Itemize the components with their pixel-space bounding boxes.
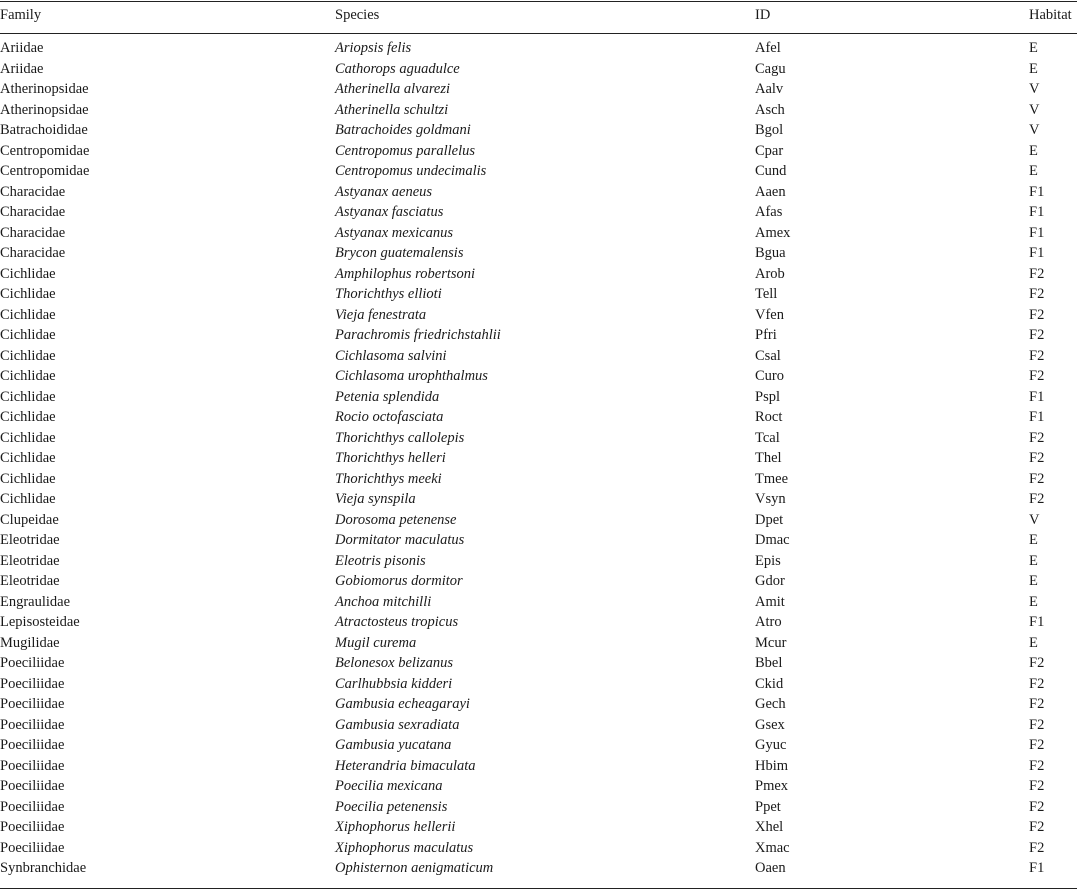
cell-species: Astyanax mexicanus — [335, 224, 453, 241]
cell-habitat: V — [1029, 122, 1040, 138]
cell-habitat: F2 — [1029, 839, 1045, 856]
cell-species: Xiphophorus maculatus — [335, 839, 474, 856]
cell-family: Poeciliidae — [0, 839, 65, 856]
cell-id: Thel — [755, 450, 782, 466]
cell-habitat: F2 — [1029, 470, 1045, 487]
cell-habitat: F2 — [1029, 716, 1045, 733]
cell-species: Gambusia yucatana — [335, 737, 452, 753]
cell-habitat: E — [1029, 552, 1038, 569]
cell-species: Centropomus parallelus — [335, 142, 476, 159]
cell-id: Dpet — [755, 511, 784, 528]
cell-species: Vieja synspila — [335, 491, 416, 507]
cell-family: Cichlidae — [0, 450, 56, 466]
cell-species: Gambusia sexradiata — [335, 716, 460, 733]
cell-id: Pfri — [755, 327, 777, 343]
cell-id: Bgua — [755, 245, 786, 261]
cell-species: Ophisternon aenigmaticum — [335, 860, 494, 876]
cell-family: Ariidae — [0, 60, 44, 77]
cell-species: Vieja fenestrata — [335, 306, 427, 323]
cell-habitat: E — [1029, 163, 1038, 179]
table-header-rule — [0, 33, 1077, 34]
header-species: Species — [335, 7, 380, 23]
cell-habitat: F2 — [1029, 286, 1045, 302]
cell-id: Xhel — [755, 819, 784, 835]
cell-id: Ppet — [755, 798, 781, 815]
cell-family: Characidae — [0, 245, 66, 261]
cell-species: Atherinella schultzi — [335, 101, 449, 118]
cell-species: Thorichthys helleri — [335, 450, 446, 466]
cell-species: Rocio octofasciata — [335, 409, 444, 425]
cell-family: Poeciliidae — [0, 757, 65, 774]
cell-id: Amit — [755, 593, 785, 610]
cell-id: Afel — [755, 40, 781, 56]
cell-species: Thorichthys meeki — [335, 470, 442, 487]
cell-species: Dorosoma petenense — [335, 511, 457, 528]
cell-id: Dmac — [755, 532, 790, 548]
cell-family: Poeciliidae — [0, 819, 65, 835]
cell-id: Aalv — [755, 81, 784, 97]
cell-habitat: F1 — [1029, 224, 1045, 241]
cell-family: Cichlidae — [0, 306, 56, 323]
cell-id: Xmac — [755, 839, 790, 856]
cell-habitat: E — [1029, 142, 1038, 159]
cell-family: Cichlidae — [0, 429, 56, 446]
cell-habitat: E — [1029, 40, 1038, 56]
cell-species: Batrachoides goldmani — [335, 122, 471, 138]
cell-habitat: F2 — [1029, 757, 1045, 774]
cell-species: Poecilia petenensis — [335, 798, 448, 815]
cell-habitat: F1 — [1029, 388, 1045, 405]
cell-species: Thorichthys callolepis — [335, 429, 465, 446]
cell-habitat: F2 — [1029, 696, 1045, 712]
cell-family: Batrachoididae — [0, 122, 88, 138]
cell-family: Clupeidae — [0, 511, 59, 528]
cell-family: Ariidae — [0, 40, 44, 56]
cell-family: Cichlidae — [0, 286, 56, 302]
cell-id: Vfen — [755, 306, 784, 323]
cell-species: Belonesox belizanus — [335, 655, 453, 671]
cell-family: Atherinopsidae — [0, 81, 89, 97]
cell-id: Pspl — [755, 388, 780, 405]
cell-id: Atro — [755, 614, 782, 630]
cell-species: Cathorops aguadulce — [335, 60, 460, 77]
cell-family: Cichlidae — [0, 409, 56, 425]
cell-habitat: F2 — [1029, 306, 1045, 323]
cell-id: Amex — [755, 224, 791, 241]
header-id: ID — [755, 7, 771, 23]
cell-species: Astyanax fasciatus — [335, 204, 444, 220]
cell-id: Gdor — [755, 573, 785, 589]
cell-id: Cpar — [755, 142, 784, 159]
cell-habitat: F2 — [1029, 429, 1045, 446]
cell-habitat: F1 — [1029, 204, 1045, 220]
cell-species: Thorichthys ellioti — [335, 286, 442, 302]
cell-family: Centropomidae — [0, 142, 90, 159]
cell-id: Hbim — [755, 757, 789, 774]
cell-id: Tell — [755, 286, 778, 302]
cell-habitat: F1 — [1029, 183, 1045, 200]
cell-family: Cichlidae — [0, 491, 56, 507]
cell-habitat: F2 — [1029, 737, 1045, 753]
cell-family: Engraulidae — [0, 593, 71, 610]
cell-family: Eleotridae — [0, 573, 60, 589]
cell-family: Poeciliidae — [0, 716, 65, 733]
cell-habitat: E — [1029, 634, 1038, 651]
cell-id: Curo — [755, 368, 784, 384]
cell-habitat: F2 — [1029, 347, 1045, 364]
cell-species: Atherinella alvarezi — [335, 81, 451, 97]
cell-id: Aaen — [755, 183, 786, 200]
cell-id: Bbel — [755, 655, 783, 671]
cell-family: Characidae — [0, 224, 66, 241]
cell-species: Amphilophus robertsoni — [335, 265, 476, 282]
cell-family: Characidae — [0, 183, 66, 200]
cell-habitat: F2 — [1029, 491, 1045, 507]
cell-family: Mugilidae — [0, 634, 60, 651]
cell-family: Poeciliidae — [0, 798, 65, 815]
cell-species: Gambusia echeagarayi — [335, 696, 470, 712]
cell-id: Tmee — [755, 470, 789, 487]
cell-id: Tcal — [755, 429, 780, 446]
cell-habitat: F2 — [1029, 798, 1045, 815]
cell-id: Csal — [755, 347, 781, 364]
cell-species: Poecilia mexicana — [335, 778, 443, 794]
cell-family: Characidae — [0, 204, 66, 220]
cell-family: Poeciliidae — [0, 737, 65, 753]
cell-habitat: E — [1029, 593, 1038, 610]
cell-family: Lepisosteidae — [0, 614, 80, 630]
cell-id: Gyuc — [755, 737, 787, 753]
cell-id: Arob — [755, 265, 785, 282]
cell-species: Heterandria bimaculata — [335, 757, 476, 774]
cell-family: Eleotridae — [0, 552, 60, 569]
cell-species: Parachromis friedrichstahlii — [335, 327, 501, 343]
cell-id: Roct — [755, 409, 783, 425]
cell-family: Poeciliidae — [0, 696, 65, 712]
cell-id: Cund — [755, 163, 787, 179]
cell-family: Centropomidae — [0, 163, 90, 179]
cell-family: Poeciliidae — [0, 778, 65, 794]
cell-species: Gobiomorus dormitor — [335, 573, 463, 589]
cell-id: Gsex — [755, 716, 785, 733]
cell-id: Gech — [755, 696, 786, 712]
cell-habitat: F1 — [1029, 860, 1045, 876]
cell-family: Poeciliidae — [0, 675, 65, 692]
cell-family: Synbranchidae — [0, 860, 87, 876]
cell-id: Epis — [755, 552, 781, 569]
cell-species: Eleotris pisonis — [335, 552, 426, 569]
cell-id: Bgol — [755, 122, 784, 138]
cell-species: Dormitator maculatus — [335, 532, 465, 548]
header-habitat: Habitat — [1029, 7, 1072, 23]
cell-family: Atherinopsidae — [0, 101, 89, 118]
cell-habitat: V — [1029, 101, 1040, 118]
cell-family: Eleotridae — [0, 532, 60, 548]
cell-species: Petenia splendida — [335, 388, 440, 405]
cell-id: Asch — [755, 101, 785, 118]
cell-species: Anchoa mitchilli — [335, 593, 432, 610]
cell-habitat: E — [1029, 60, 1038, 77]
cell-habitat: F1 — [1029, 614, 1045, 630]
cell-species: Ariopsis felis — [335, 40, 412, 56]
cell-id: Oaen — [755, 860, 786, 876]
cell-species: Brycon guatemalensis — [335, 245, 464, 261]
cell-id: Vsyn — [755, 491, 786, 507]
cell-habitat: E — [1029, 532, 1038, 548]
cell-family: Cichlidae — [0, 327, 56, 343]
cell-habitat: F2 — [1029, 778, 1045, 794]
cell-family: Cichlidae — [0, 368, 56, 384]
cell-habitat: F2 — [1029, 327, 1045, 343]
cell-habitat: F2 — [1029, 655, 1045, 671]
cell-family: Cichlidae — [0, 470, 56, 487]
cell-family: Cichlidae — [0, 347, 56, 364]
cell-species: Atractosteus tropicus — [335, 614, 459, 630]
cell-id: Pmex — [755, 778, 789, 794]
cell-family: Poeciliidae — [0, 655, 65, 671]
table-bottom-rule — [0, 888, 1077, 889]
cell-id: Afas — [755, 204, 783, 220]
cell-habitat: V — [1029, 81, 1040, 97]
cell-habitat: F2 — [1029, 675, 1045, 692]
cell-habitat: F2 — [1029, 819, 1045, 835]
cell-habitat: F2 — [1029, 265, 1045, 282]
cell-id: Ckid — [755, 675, 784, 692]
cell-habitat: V — [1029, 511, 1040, 528]
cell-species: Mugil curema — [335, 634, 417, 651]
cell-habitat: E — [1029, 573, 1038, 589]
cell-habitat: F1 — [1029, 245, 1045, 261]
cell-species: Xiphophorus hellerii — [335, 819, 456, 835]
table-top-rule — [0, 1, 1077, 2]
cell-id: Cagu — [755, 60, 786, 77]
cell-family: Cichlidae — [0, 388, 56, 405]
cell-family: Cichlidae — [0, 265, 56, 282]
cell-species: Centropomus undecimalis — [335, 163, 487, 179]
cell-habitat: F2 — [1029, 368, 1045, 384]
cell-species: Carlhubbsia kidderi — [335, 675, 453, 692]
cell-habitat: F2 — [1029, 450, 1045, 466]
header-family: Family — [0, 7, 42, 23]
cell-species: Cichlasoma urophthalmus — [335, 368, 488, 384]
cell-id: Mcur — [755, 634, 787, 651]
cell-species: Cichlasoma salvini — [335, 347, 447, 364]
cell-habitat: F1 — [1029, 409, 1045, 425]
cell-species: Astyanax aeneus — [335, 183, 433, 200]
